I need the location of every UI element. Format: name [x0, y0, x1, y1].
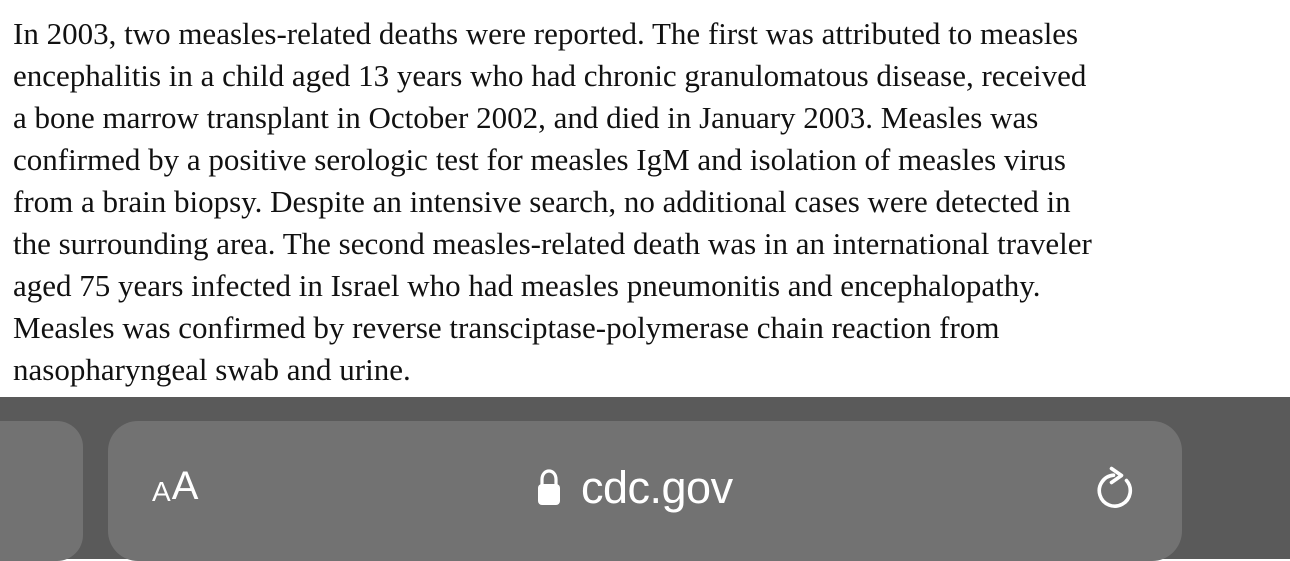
small-letter-a: A [152, 476, 171, 507]
article-line-5: from a brain biopsy. Despite an intensive search, no additional cases were detected in [13, 184, 1071, 219]
large-letter-a: A [171, 464, 199, 508]
url-display[interactable] [536, 458, 733, 518]
current-url: cdc.gov [581, 462, 733, 513]
browser-bottom-toolbar [0, 397, 1290, 559]
article-line-9: nasopharyngeal swab and urine. [13, 352, 411, 387]
address-bar[interactable] [108, 421, 1182, 561]
article-line-2: encephalitis in a child aged 13 years who had chronic granulomatous disease, received [13, 58, 1087, 93]
article-paragraph [13, 13, 1275, 391]
article-line-6: the surrounding area. The second measles-related death was in an international traveler [13, 226, 1092, 261]
previous-tab-preview[interactable] [0, 421, 83, 561]
article-line-7: aged 75 years infected in Israel who had measles pneumonitis and encephalopathy. [13, 268, 1041, 303]
article-line-3: a bone marrow transplant in October 2002, and died in January 2003. Measles was [13, 100, 1039, 135]
article-line-4: confirmed by a positive serologic test for measles IgM and isolation of measles virus [13, 142, 1066, 177]
text-size-button[interactable] [152, 463, 198, 513]
reload-button[interactable] [1091, 465, 1141, 515]
article-line-8: Measles was confirmed by reverse transciptase-polymerase chain reaction from [13, 310, 1000, 345]
article-line-1: In 2003, two measles-related deaths were reported. The first was attributed to measles [13, 16, 1079, 51]
lock-icon [536, 468, 562, 508]
reload-icon [1091, 465, 1141, 515]
